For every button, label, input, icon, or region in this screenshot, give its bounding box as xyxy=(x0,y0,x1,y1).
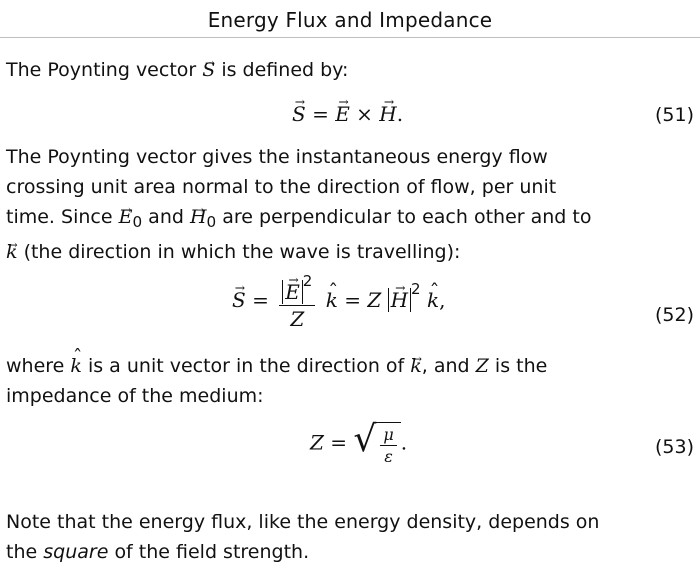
radical-sign: √ xyxy=(353,419,377,460)
page-title: Energy Flux and Impedance xyxy=(207,8,493,32)
eq52-equals-2: = xyxy=(344,287,361,312)
eq52-h: → H xyxy=(391,288,408,312)
eq52-comma: , xyxy=(439,287,446,312)
e0-subscript: 0 xyxy=(132,212,143,231)
eq52-z: Z xyxy=(367,287,382,312)
para4-line2-b: of the field strength. xyxy=(114,541,310,563)
para3-z: Z xyxy=(475,355,489,377)
equation-53 xyxy=(310,419,408,466)
para3-line1-c: , and xyxy=(421,355,470,377)
eq53-fraction xyxy=(380,425,396,466)
equation-51 xyxy=(292,102,403,126)
para3-line1-d: is the xyxy=(494,355,548,377)
eq52-numerator xyxy=(279,272,315,306)
eq51-h: → H xyxy=(379,102,396,126)
para2-line1: The Poynting vector gives the instantaneous energy flow xyxy=(6,146,548,168)
para2-line3-c: are perpendicular to each other and to xyxy=(222,206,592,228)
eq51-period: . xyxy=(396,102,404,126)
eq52-denominator: Z xyxy=(290,306,305,331)
eq52-lhs: → S xyxy=(232,288,246,312)
eq51-e: → E xyxy=(335,102,350,126)
paragraph-4 xyxy=(6,507,696,567)
para4-line2-a: the xyxy=(6,541,38,563)
intro-text: The Poynting vector xyxy=(6,59,197,81)
h0-symbol: → H xyxy=(190,202,207,232)
eq53-period: . xyxy=(400,430,408,455)
eq53-sqrt xyxy=(353,419,400,466)
eq51-lhs: → S xyxy=(292,102,306,126)
eq53-lhs: Z xyxy=(310,430,324,455)
para3-line2: impedance of the medium: xyxy=(6,385,264,407)
k-symbol: → k xyxy=(6,237,18,267)
e0-symbol: → E xyxy=(119,202,133,232)
equation-53-number: (53) xyxy=(654,436,694,458)
eq52-fraction xyxy=(279,272,315,331)
intro-line xyxy=(6,55,696,85)
poynting-symbol: → S xyxy=(202,55,215,85)
emphasis-square: square xyxy=(43,541,109,563)
para3-line1-a: where xyxy=(6,355,65,377)
eq53-epsilon: ε xyxy=(384,447,393,466)
para2-line3-a: time. Since xyxy=(6,206,113,228)
eq52-khat-2: ˆ k xyxy=(427,288,439,312)
para4-line1: Note that the energy flux, like the energy density, depends on xyxy=(6,511,600,533)
eq53-equals: = xyxy=(330,430,348,455)
title-divider xyxy=(0,37,700,38)
para2-line4 xyxy=(6,237,696,267)
eq52-h-square: 2 xyxy=(411,280,421,299)
para2-line2: crossing unit area normal to the direction of flow, per unit xyxy=(6,176,557,198)
intro-text-after: is defined by: xyxy=(221,59,349,81)
equation-52 xyxy=(232,272,445,331)
paragraph-3 xyxy=(6,351,696,411)
h0-subscript: 0 xyxy=(206,212,217,231)
eq52-num-square: 2 xyxy=(302,272,313,290)
eq51-equals: = xyxy=(312,102,329,126)
para2-line3-b: and xyxy=(148,206,184,228)
eq52-equals: = xyxy=(252,287,269,312)
eq53-mu: μ xyxy=(380,425,396,446)
para3-khat: ˆ k xyxy=(70,351,82,381)
para4-line2 xyxy=(6,537,696,567)
eq52-khat: ˆ k xyxy=(326,288,338,312)
para2-line4-text: (the direction in which the wave is travelling): xyxy=(23,240,461,263)
paragraph-2 xyxy=(6,142,696,267)
para3-line1 xyxy=(6,351,696,381)
para3-line1-b: is a unit vector in the direction of xyxy=(87,355,405,377)
para2-line3 xyxy=(6,202,696,237)
eq52-num-e: → E xyxy=(285,280,300,304)
equation-51-number: (51) xyxy=(654,104,694,126)
para3-kvec: → k xyxy=(410,351,422,381)
equation-52-number: (52) xyxy=(654,304,694,326)
eq51-times: × xyxy=(356,102,373,126)
